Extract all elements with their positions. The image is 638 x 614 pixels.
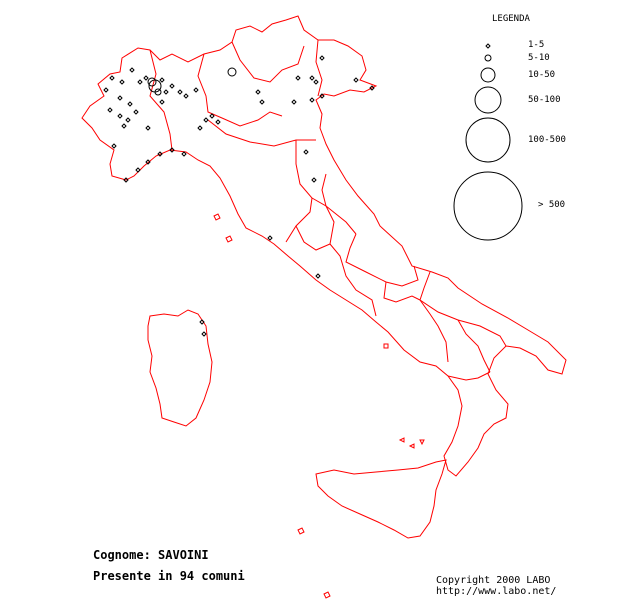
marker-diamond: [170, 84, 174, 88]
marker-diamond: [110, 76, 114, 80]
marker-diamond: [314, 80, 318, 84]
marker-diamond: [128, 102, 132, 106]
marker-diamond: [126, 118, 130, 122]
marker-diamond: [108, 108, 112, 112]
marker-diamond: [134, 110, 138, 114]
marker-diamond: [112, 144, 116, 148]
marker-diamond: [292, 100, 296, 104]
marker-diamond: [204, 118, 208, 122]
border-basilicata: [458, 320, 490, 372]
legend-symbol-50-100: [475, 87, 501, 113]
marker-diamond: [200, 320, 204, 324]
legend-symbol-100-500: [466, 118, 510, 162]
marker-diamond: [194, 88, 198, 92]
aeolian-2: [410, 444, 414, 448]
border-apulia: [420, 272, 506, 346]
legend-label-5-10: 5-10: [528, 53, 550, 63]
marker-diamonds: [104, 56, 374, 336]
marker-diamond: [198, 126, 202, 130]
marker-diamond: [118, 114, 122, 118]
marker-diamond: [304, 150, 308, 154]
marker-diamond: [122, 124, 126, 128]
legend-label-100-500: 100-500: [528, 135, 566, 145]
legend-symbol-5-10: [485, 55, 491, 61]
marker-diamond: [184, 94, 188, 98]
marker-diamond: [316, 274, 320, 278]
border-umbria: [296, 198, 334, 250]
marker-diamond: [260, 100, 264, 104]
copyright-block: [436, 575, 556, 597]
presence-count: Presente in 94 comuni: [93, 569, 245, 583]
border-abruzzo: [346, 234, 418, 286]
aeolian-1: [400, 438, 404, 442]
marker-diamond: [202, 332, 206, 336]
marker-circle: [148, 78, 156, 86]
surname-label: Cognome: SAVOINI: [93, 548, 209, 562]
marker-diamond: [120, 80, 124, 84]
marker-diamond: [104, 88, 108, 92]
marker-diamond: [160, 100, 164, 104]
border-molise: [384, 282, 420, 302]
region-borders: [82, 16, 566, 598]
border-veneto: [316, 40, 322, 96]
legend-symbol-1-5: [486, 44, 490, 48]
border-calabria: [448, 372, 490, 380]
legend-label-10-50: 10-50: [528, 70, 556, 80]
sicily-outline: [316, 460, 446, 538]
marker-diamond: [138, 80, 142, 84]
marker-circle: [228, 68, 236, 76]
marker-diamond: [312, 178, 316, 182]
aeolian-3: [420, 440, 424, 444]
website-link[interactable]: http://www.labo.net/: [436, 586, 557, 597]
marker-diamond: [118, 96, 122, 100]
marker-diamond: [354, 78, 358, 82]
legend-symbol-10-50: [481, 68, 495, 82]
border-lazio: [330, 244, 376, 316]
giglio-island: [226, 236, 232, 242]
marker-diamond: [182, 152, 186, 156]
capri-island: [384, 344, 388, 348]
marker-diamond: [310, 98, 314, 102]
marker-diamond: [144, 76, 148, 80]
marker-diamond: [160, 78, 164, 82]
marker-diamond: [310, 76, 314, 80]
border-emilia: [208, 120, 316, 146]
egadi-island: [298, 528, 304, 534]
marker-diamond: [268, 236, 272, 240]
legend-title: LEGENDA: [492, 14, 530, 24]
border-trentino: [232, 42, 304, 82]
markers: [104, 56, 374, 336]
legend-label-over-500: > 500: [538, 200, 566, 210]
marker-diamond: [320, 56, 324, 60]
pantelleria-island: [324, 592, 330, 598]
legend-label-50-100: 50-100: [528, 95, 561, 105]
sardinia-outline: [148, 310, 212, 426]
marker-diamond: [164, 90, 168, 94]
elba-island: [214, 214, 220, 220]
border-marche: [322, 174, 356, 234]
marker-diamond: [136, 168, 140, 172]
copyright-text: Copyright 2000 LABO: [436, 575, 551, 586]
legend-label-1-5: 1-5: [528, 40, 545, 50]
border-piedmont: [150, 50, 172, 150]
marker-diamond: [178, 90, 182, 94]
marker-diamond: [130, 68, 134, 72]
marker-diamond: [296, 76, 300, 80]
marker-diamond: [146, 126, 150, 130]
legend-symbol-over-500: [454, 172, 522, 240]
marker-diamond: [256, 90, 260, 94]
border-tuscany: [286, 140, 312, 242]
marker-diamond: [216, 120, 220, 124]
legend-symbols: [454, 44, 522, 240]
